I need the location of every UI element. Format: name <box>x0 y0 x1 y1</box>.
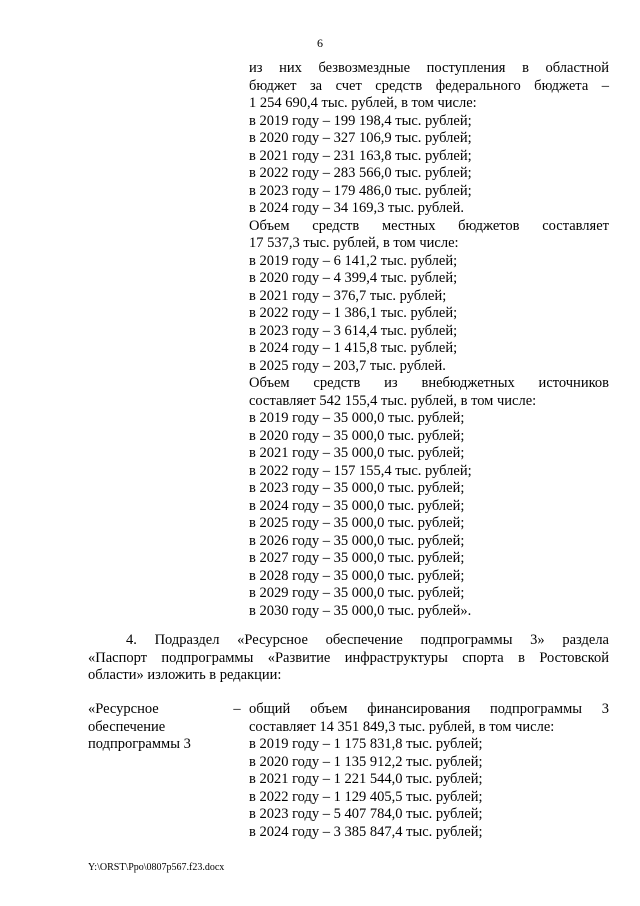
text-line: области» изложить в редакции: <box>88 667 282 683</box>
list-item: в 2025 году – 203,7 тыс. рублей. <box>249 357 446 374</box>
file-path-footer: Y:\ORST\Ppo\0807p567.f23.docx <box>88 862 225 873</box>
text-line: 17 537,3 тыс. рублей, в том числе: <box>249 235 459 251</box>
local-years-list <box>249 253 609 376</box>
text-line: «Паспорт подпрограммы «Развитие инфраструктуры спорта в Ростовской <box>88 649 609 666</box>
page-number: 6 <box>317 36 323 50</box>
extra-budget-intro <box>249 375 609 410</box>
passport-label <box>88 701 228 754</box>
list-item: в 2023 году – 179 486,0 тыс. рублей; <box>249 182 472 199</box>
list-item: в 2019 году – 35 000,0 тыс. рублей; <box>249 410 465 426</box>
federal-years-list <box>249 113 609 218</box>
list-item: в 2020 году – 327 106,9 тыс. рублей; <box>249 130 472 146</box>
text-line: составляет 542 155,4 тыс. рублей, в том числе: <box>249 392 537 409</box>
text-line: Объем средств из внебюджетных источников <box>249 375 609 391</box>
list-item: в 2021 году – 35 000,0 тыс. рублей; <box>249 445 465 461</box>
list-item: в 2030 году – 35 000,0 тыс. рублей». <box>249 602 472 619</box>
list-item: в 2019 году – 6 141,2 тыс. рублей; <box>249 252 458 269</box>
list-item: в 2023 году – 5 407 784,0 тыс. рублей; <box>249 806 483 822</box>
paragraph-4 <box>88 632 609 685</box>
list-item: в 2024 году – 35 000,0 тыс. рублей; <box>249 497 465 514</box>
text-line: подпрограммы 3 <box>88 736 191 752</box>
list-item: в 2022 году – 1 129 405,5 тыс. рублей; <box>249 788 483 805</box>
funding-continuation-block <box>249 60 609 620</box>
text-line: из них безвозмездные поступления в областной <box>249 60 609 76</box>
list-item: в 2025 году – 35 000,0 тыс. рублей; <box>249 515 465 531</box>
federal-intro <box>249 60 609 113</box>
list-item: в 2021 году – 376,7 тыс. рублей; <box>249 287 447 304</box>
list-item: в 2022 году – 1 386,1 тыс. рублей; <box>249 305 458 321</box>
list-item: в 2023 году – 35 000,0 тыс. рублей; <box>249 480 465 496</box>
text-line: составляет 14 351 849,3 тыс. рублей, в том числе: <box>249 718 555 735</box>
list-item: в 2020 году – 35 000,0 тыс. рублей; <box>249 427 465 444</box>
list-item: в 2021 году – 231 163,8 тыс. рублей; <box>249 147 472 164</box>
list-item: в 2022 году – 157 155,4 тыс. рублей; <box>249 462 472 479</box>
text-line: общий объем финансирования подпрограммы 3 <box>249 701 609 717</box>
list-item: в 2019 году – 199 198,4 тыс. рублей; <box>249 112 472 129</box>
list-item: в 2022 году – 283 566,0 тыс. рублей; <box>249 165 472 181</box>
text-line: Объем средств местных бюджетов составляет <box>249 217 609 234</box>
passport-value <box>249 701 609 841</box>
text-line: 4. Подраздел «Ресурсное обеспечение подпрограммы 3» раздела <box>126 632 609 648</box>
list-item: в 2023 году – 3 614,4 тыс. рублей; <box>249 322 458 339</box>
list-item: в 2019 году – 1 175 831,8 тыс. рублей; <box>249 736 483 752</box>
list-item: в 2024 году – 34 169,3 тыс. рублей. <box>249 200 464 216</box>
passport-dash: – <box>233 701 241 717</box>
list-item: в 2020 году – 1 135 912,2 тыс. рублей; <box>249 753 483 770</box>
list-item: в 2020 году – 4 399,4 тыс. рублей; <box>249 270 458 286</box>
text-line: «Ресурсное <box>88 701 159 717</box>
text-line: бюджет за счет средств федерального бюджета – <box>249 77 609 94</box>
text-line: обеспечение <box>88 718 166 735</box>
list-item: в 2028 году – 35 000,0 тыс. рублей; <box>249 567 465 584</box>
list-item: в 2027 году – 35 000,0 тыс. рублей; <box>249 550 465 566</box>
list-item: в 2029 году – 35 000,0 тыс. рублей; <box>249 585 465 601</box>
list-item: в 2024 году – 3 385 847,4 тыс. рублей; <box>249 823 483 840</box>
list-item: в 2024 году – 1 415,8 тыс. рублей; <box>249 340 458 356</box>
list-item: в 2021 году – 1 221 544,0 тыс. рублей; <box>249 771 483 787</box>
local-intro <box>249 218 609 253</box>
text-line: 1 254 690,4 тыс. рублей, в том числе: <box>249 95 477 111</box>
list-item: в 2026 году – 35 000,0 тыс. рублей; <box>249 532 465 549</box>
extra-budget-years-list <box>249 410 609 620</box>
